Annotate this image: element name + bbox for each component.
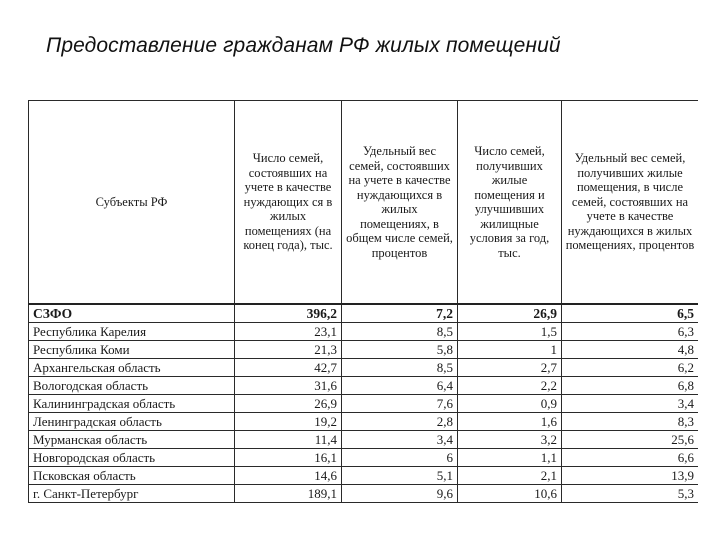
- value-cell: 5,8: [342, 341, 458, 359]
- value-cell: 42,7: [235, 359, 342, 377]
- value-cell: 26,9: [235, 395, 342, 413]
- housing-table-container: [28, 100, 698, 520]
- value-cell: 0,9: [458, 395, 562, 413]
- value-cell: 13,9: [562, 467, 699, 485]
- value-cell: 9,6: [342, 485, 458, 503]
- value-cell: 5,1: [342, 467, 458, 485]
- table-row: [29, 467, 699, 485]
- page-title: Предоставление гражданам РФ жилых помещений: [46, 34, 561, 57]
- value-cell: 6,4: [342, 377, 458, 395]
- region-name-cell: Архангельская область: [29, 359, 235, 377]
- value-cell: 1,6: [458, 413, 562, 431]
- value-cell: 5,3: [562, 485, 699, 503]
- value-cell: 396,2: [235, 304, 342, 323]
- table-row: [29, 431, 699, 449]
- region-name-cell: Республика Карелия: [29, 323, 235, 341]
- column-header-families-received: Число семей, получивших жилые помещения и улучшивших жилищные условия за год, тыс.: [458, 101, 562, 305]
- value-cell: 25,6: [562, 431, 699, 449]
- value-cell: 7,2: [342, 304, 458, 323]
- value-cell: 10,6: [458, 485, 562, 503]
- column-header-families-on-register: Число семей, состоявших на учете в качестве нуждающих ся в жилых помещениях (на конец года), тыс.: [235, 101, 342, 305]
- value-cell: 3,2: [458, 431, 562, 449]
- value-cell: 19,2: [235, 413, 342, 431]
- column-header-subjects: Субъекты РФ: [29, 101, 235, 305]
- value-cell: 21,3: [235, 341, 342, 359]
- table-row: [29, 449, 699, 467]
- value-cell: 6,3: [562, 323, 699, 341]
- table-row: [29, 323, 699, 341]
- value-cell: 2,1: [458, 467, 562, 485]
- table-row: [29, 359, 699, 377]
- region-name-cell: Республика Коми: [29, 341, 235, 359]
- value-cell: 1: [458, 341, 562, 359]
- value-cell: 7,6: [342, 395, 458, 413]
- value-cell: 14,6: [235, 467, 342, 485]
- value-cell: 8,5: [342, 323, 458, 341]
- region-name-cell: СЗФО: [29, 304, 235, 323]
- value-cell: 6: [342, 449, 458, 467]
- value-cell: 3,4: [562, 395, 699, 413]
- value-cell: 8,5: [342, 359, 458, 377]
- value-cell: 2,8: [342, 413, 458, 431]
- region-name-cell: Калининградская область: [29, 395, 235, 413]
- value-cell: 1,1: [458, 449, 562, 467]
- table-row: [29, 341, 699, 359]
- value-cell: 2,7: [458, 359, 562, 377]
- housing-table: [28, 100, 698, 503]
- table-row: [29, 304, 699, 323]
- value-cell: 6,5: [562, 304, 699, 323]
- region-name-cell: Вологодская область: [29, 377, 235, 395]
- region-name-cell: Новгородская область: [29, 449, 235, 467]
- value-cell: 189,1: [235, 485, 342, 503]
- region-name-cell: Псковская область: [29, 467, 235, 485]
- value-cell: 3,4: [342, 431, 458, 449]
- value-cell: 6,2: [562, 359, 699, 377]
- value-cell: 11,4: [235, 431, 342, 449]
- value-cell: 6,6: [562, 449, 699, 467]
- value-cell: 26,9: [458, 304, 562, 323]
- region-name-cell: Мурманская область: [29, 431, 235, 449]
- column-header-share-received: Удельный вес семей, получивших жилые помещения, в числе семей, состоявших на учете в качестве нуждающихся в жилых помещениях, процентов: [562, 101, 699, 305]
- table-row: [29, 413, 699, 431]
- value-cell: 23,1: [235, 323, 342, 341]
- table-row: [29, 377, 699, 395]
- region-name-cell: г. Санкт-Петербург: [29, 485, 235, 503]
- value-cell: 6,8: [562, 377, 699, 395]
- table-row: [29, 395, 699, 413]
- region-name-cell: Ленинградская область: [29, 413, 235, 431]
- value-cell: 2,2: [458, 377, 562, 395]
- value-cell: 8,3: [562, 413, 699, 431]
- value-cell: 16,1: [235, 449, 342, 467]
- column-header-share-on-register: Удельный вес семей, состоявших на учете в качестве нуждающихся в жилых помещениях, в общем числе семей, процентов: [342, 101, 458, 305]
- value-cell: 31,6: [235, 377, 342, 395]
- table-header-row: [29, 101, 699, 305]
- value-cell: 1,5: [458, 323, 562, 341]
- table-row: [29, 485, 699, 503]
- value-cell: 4,8: [562, 341, 699, 359]
